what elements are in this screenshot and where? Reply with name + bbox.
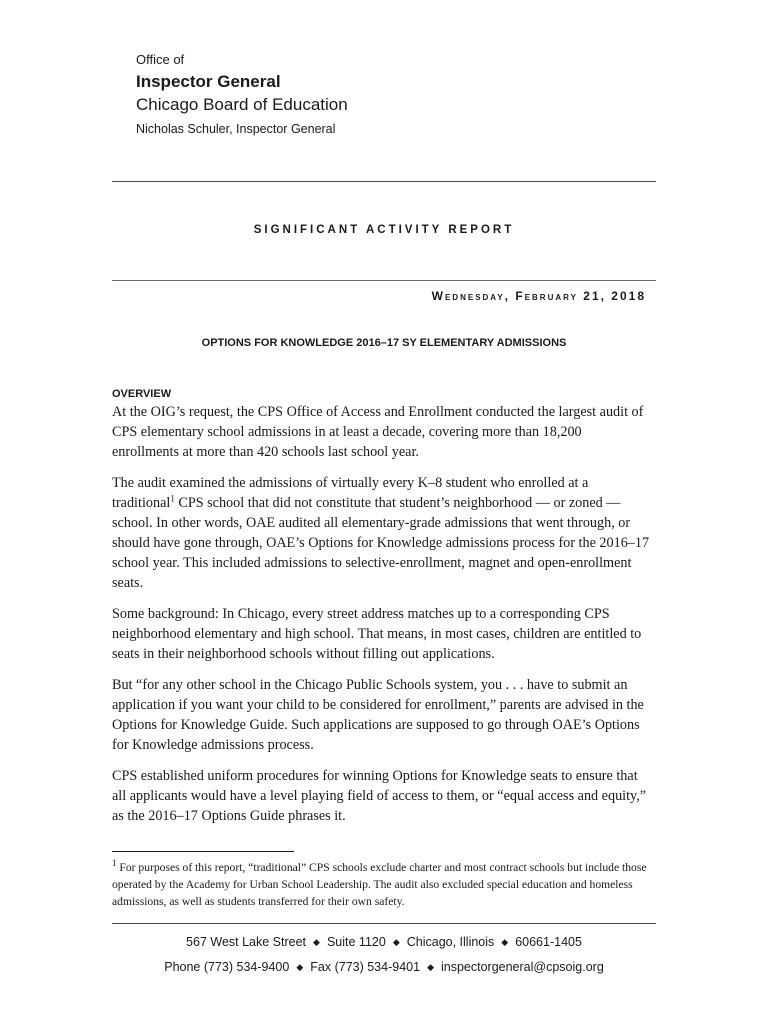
footer-phone: Phone (773) 534-9400 (164, 960, 290, 974)
inspector-general-title: Inspector General (136, 72, 281, 91)
report-type: SIGNIFICANT ACTIVITY REPORT (253, 224, 515, 236)
office-of-label: Office of (136, 52, 185, 67)
paragraph-2-end: CPS school that did not constitute that student’s neighborhood — or zoned — school. In other words, OAE audited all elementary-grade admissions that went through, or should have gone through, OAE’s Options for Knowledge admissions process for the 2016–17 school year. This included admissions to selective-enrollment, magnet and open-enrollment seats. (112, 495, 650, 591)
overview-heading: OVERVIEW (112, 388, 172, 400)
paragraph-2-start: The audit examined the admissions of virtually every K–8 student who enrolled at a traditional (112, 475, 589, 511)
diamond-separator-icon: ◆ (392, 937, 400, 947)
inspector-general-name: Nicholas Schuler, Inspector General (136, 122, 336, 136)
footnote-divider (112, 851, 294, 852)
footer-address-line (112, 935, 656, 949)
letterhead (136, 52, 348, 138)
diamond-separator-icon: ◆ (501, 937, 509, 947)
footer-contact-line (112, 960, 656, 974)
footnote-text: For purposes of this report, “traditional” CPS schools exclude charter and most contract schools but include those operated by the Academy for Urban School Leadership. The audit also excluded special education and homeless admissions, as well as students transferred for their own safety. (112, 861, 647, 908)
footnote-reference[interactable]: 1 (170, 493, 175, 504)
paragraph-2 (112, 473, 652, 593)
paragraph-3: Some background: In Chicago, every street address matches up to a corresponding CPS neighborhood elementary and high school. That means, in most cases, children are entitled to seats in their neighborhood schools without filling out applications. (112, 606, 642, 662)
report-date: Wednesday, February 21, 2018 (431, 289, 646, 303)
diamond-separator-icon: ◆ (427, 962, 434, 972)
paragraph-1: At the OIG’s request, the CPS Office of Access and Enrollment conducted the largest audit of CPS elementary school admissions in at least a decade, covering more than 18,200 enrollments at more than 420 schools last school year. (112, 404, 644, 460)
footnote (112, 859, 658, 910)
report-type-divider (112, 280, 656, 281)
footer-email-link[interactable]: inspectorgeneral@cpsoig.org (440, 960, 604, 974)
paragraph-4: But “for any other school in the Chicago Public Schools system, you . . . have to submit an application if you want your child to be considered for enrollment,” parents are advised in the Options for Knowledge Guide. Such applications are supposed to go through OAE’s Options for Knowledge admissions process. (112, 677, 644, 753)
footnote-marker: 1 (112, 858, 117, 869)
footer-divider (112, 923, 656, 924)
document-title: OPTIONS FOR KNOWLEDGE 2016–17 SY ELEMENTARY ADMISSIONS (201, 337, 567, 349)
footer-suite: Suite 1120 (326, 935, 386, 949)
paragraph-5: CPS established uniform procedures for winning Options for Knowledge seats to ensure that all applicants would have a level playing field of access to them, or “equal access and equity,” as the 2016–17 Options Guide phrases it. (112, 768, 647, 824)
report-body (112, 386, 652, 837)
footer-city: Chicago, Illinois (406, 935, 495, 949)
header-divider (112, 181, 656, 182)
footer-zip: 60661-1405 (515, 935, 582, 949)
board-name: Chicago Board of Education (136, 95, 348, 114)
footer-street: 567 West Lake Street (186, 935, 307, 949)
diamond-separator-icon: ◆ (313, 937, 320, 947)
diamond-separator-icon: ◆ (296, 962, 304, 972)
footer-fax: Fax (773) 534-9401 (310, 960, 421, 974)
